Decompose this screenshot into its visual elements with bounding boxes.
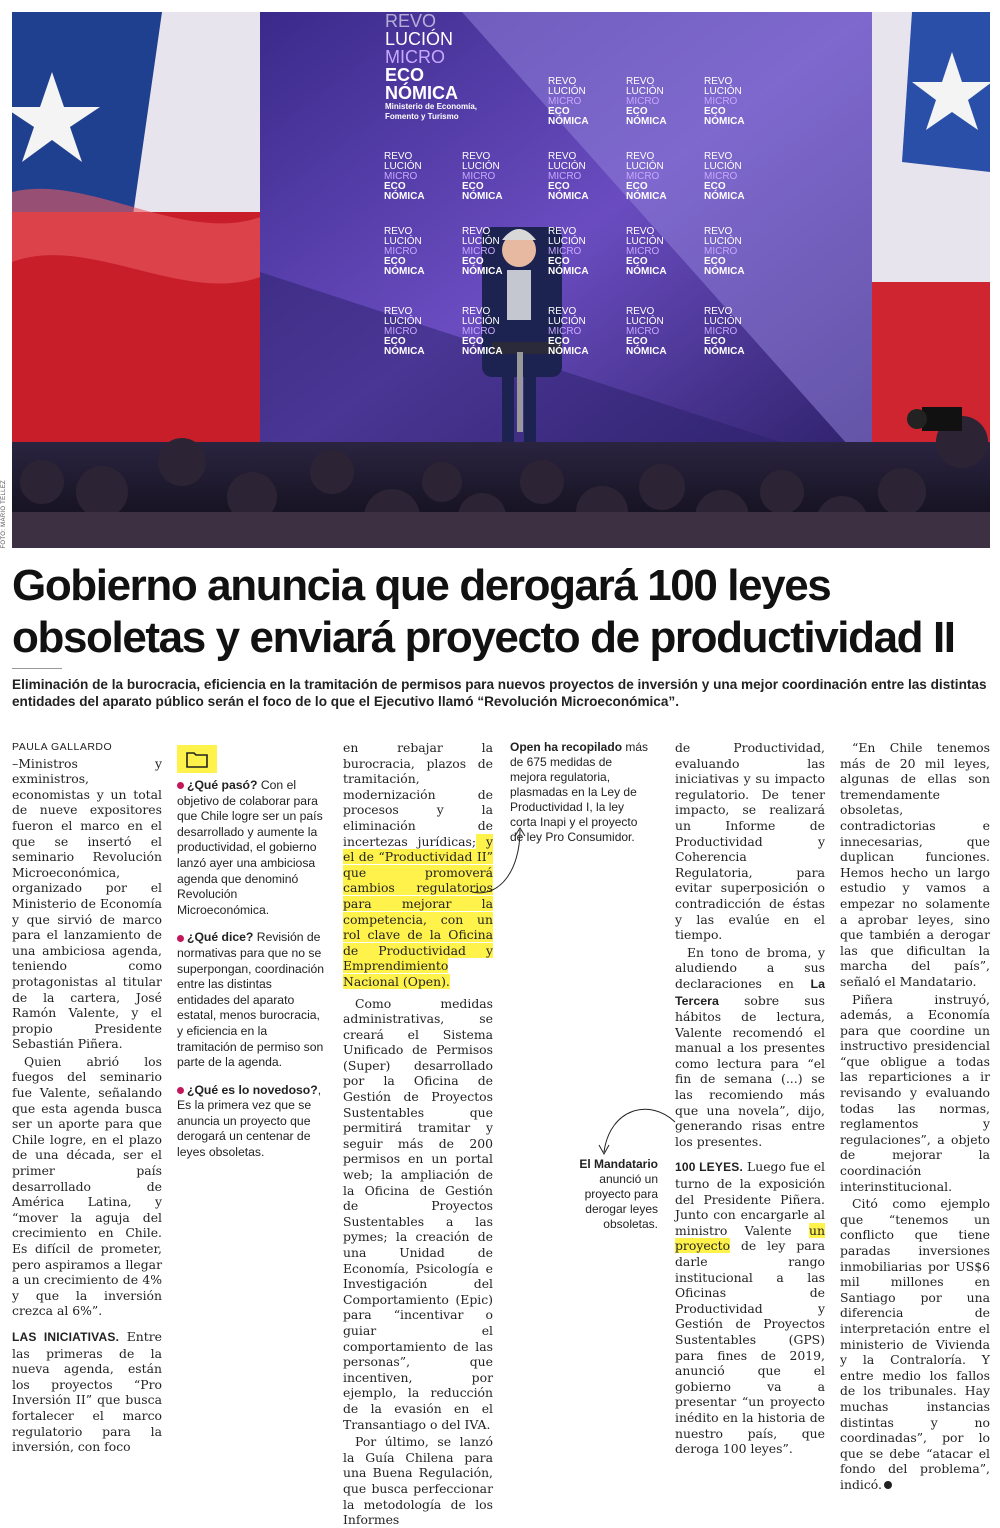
backdrop-tile-line: NÓMICA	[704, 116, 745, 127]
qa-what-happened	[177, 778, 327, 918]
backdrop-tile	[548, 77, 589, 127]
paragraph-text: sobre sus hábitos de lectura, Valente recomendó el manual a los presentes como lectura para “el fin de semana (...) se las recomiendo más que una novela”, dijo, generando risas entre los presentes.	[675, 992, 825, 1149]
backdrop-tile	[384, 307, 425, 357]
column-2	[177, 778, 327, 1173]
qa-what-says	[177, 930, 327, 1070]
backdrop-tile-line: NÓMICA	[626, 266, 667, 277]
backdrop-tile	[548, 227, 589, 277]
paragraph	[675, 1159, 825, 1456]
backdrop-tile-line: REVO	[704, 76, 733, 87]
backdrop-tile-line: MICRO	[462, 246, 496, 257]
backdrop-tile-line: LUCIÓN	[548, 161, 586, 172]
paragraph	[675, 945, 825, 1150]
qa-whats-new	[177, 1083, 327, 1161]
backdrop-tile	[548, 152, 589, 202]
backdrop-tile-line: LUCIÓN	[704, 161, 742, 172]
side-note-body: más de 675 medidas de mejora regulatoria, plasmadas en la Ley de Productividad I, la ley corta Inapi y el proyecto de ley Pro Consumidor.	[510, 740, 649, 844]
paragraph	[12, 1329, 162, 1455]
qa-label: ¿Qué dice?	[187, 930, 254, 945]
backdrop-tile-line: ECO	[384, 256, 406, 267]
backdrop-tile-line: ECO	[704, 181, 726, 192]
backdrop-tile-line: MICRO	[626, 96, 660, 107]
lead-photo	[12, 12, 990, 548]
side-note-text	[510, 740, 650, 845]
backdrop-tile	[384, 227, 425, 277]
backdrop-tile	[704, 77, 745, 127]
backdrop-tile-line: REVO	[626, 226, 655, 237]
photo-caption	[553, 1157, 658, 1232]
qa-text: Revisión de normativas para que no se superpongan, coordinación entre las distintas entidades del aparato estatal, menos burocracia, y eficiencia en la tramitación de permiso son parte de la agenda.	[177, 930, 325, 1070]
backdrop-tile-line: MICRO	[384, 171, 418, 182]
qa-text: , Es la primera vez que se anuncia un proyecto que derogará un centenar de leyes obsoletas.	[177, 1082, 322, 1160]
backdrop-tile-line: MICRO	[462, 326, 496, 337]
backdrop-tile-line: REVO	[626, 76, 655, 87]
backdrop-tile-line: LUCIÓN	[462, 316, 500, 327]
backdrop-tile-line: ECO	[626, 256, 648, 267]
qa-text: Con el objetivo de colaborar para que Chile logre ser un país desarrollado y aumente la productividad, el gobierno lanzó ayer una ambiciosa agenda que denominó Revolución Microeconómica.	[177, 778, 323, 917]
paragraph	[840, 1196, 990, 1492]
backdrop-tile-line: NÓMICA	[462, 191, 503, 202]
end-mark-icon	[884, 1481, 892, 1489]
backdrop-tile-line: NÓMICA	[548, 116, 589, 127]
backdrop-tile-line: MICRO	[548, 246, 582, 257]
paragraph-text: Entre las primeras de la nueva agenda, están los proyectos “Pro Inversión II” que busca fortalecer el marco regulatorio para la inversión, con foco	[12, 1328, 162, 1455]
backdrop-tile-line: NÓMICA	[462, 266, 503, 277]
backdrop-tile-line: NÓMICA	[548, 191, 589, 202]
event-photo-illustration	[12, 12, 990, 548]
backdrop-tile-line: ECO	[548, 181, 570, 192]
backdrop-tile-line: LUCIÓN	[626, 236, 664, 247]
paragraph: de Productividad, evaluando las iniciativas y su impacto regulatorio. De tener impacto, se realizará un Informe de Productividad y Coherencia Regulatoria, para evitar superposición o contradicción de éstas y las evalúe en el tiempo.	[675, 740, 825, 943]
backdrop-tile-line: ECO	[704, 256, 726, 267]
backdrop-subtext: Ministerio de Economía,	[385, 102, 478, 111]
column-1	[12, 740, 162, 1455]
backdrop-tile-line: REVO	[548, 226, 577, 237]
backdrop-tile-line: NÓMICA	[704, 191, 745, 202]
backdrop-tile-line: ECO	[462, 181, 484, 192]
backdrop-tile-line: NÓMICA	[704, 346, 745, 357]
backdrop-tile-line: LUCIÓN	[548, 236, 586, 247]
backdrop-tile-line: LUCIÓN	[626, 161, 664, 172]
backdrop-tile-line: ECO	[384, 181, 406, 192]
backdrop-tile-line: NÓMICA	[384, 346, 425, 357]
side-note-lead: Open ha recopilado	[510, 740, 623, 754]
caption-text: anunció un proyecto para derogar leyes obsoletas.	[584, 1172, 658, 1231]
bullet-icon	[177, 1087, 184, 1094]
backdrop-tile-line: ECO	[462, 336, 484, 347]
paragraph-text: Citó como ejemplo que “tenemos un conflicto que tiene paradas inversiones inmobiliarias por US$6 mil millones en Santiago por una diferencia de interpretación entre el ministerio de Vivienda y la Contraloría. Y entre medio los fallos de los tribunales. Hay muchas instancias distintas y no coordinadas”, por lo que se debe “atacar el fondo del problema”, indicó.	[840, 1196, 990, 1492]
backdrop-text: LUCIÓN	[385, 29, 454, 49]
backdrop-tile-line: REVO	[548, 151, 577, 162]
subheading: 100 LEYES.	[675, 1160, 744, 1175]
backdrop-tile-line: MICRO	[704, 326, 738, 337]
backdrop-tile-line: REVO	[548, 306, 577, 317]
side-note	[510, 740, 650, 845]
backdrop-tile	[548, 307, 589, 357]
backdrop-tile-line: LUCIÓN	[626, 86, 664, 97]
backdrop-tile-line: ECO	[626, 181, 648, 192]
backdrop-tile-line: MICRO	[626, 326, 660, 337]
backdrop-subtext: Fomento y Turismo	[385, 112, 459, 121]
backdrop-tile-line: MICRO	[384, 326, 418, 337]
bullet-icon	[177, 782, 184, 789]
qa-label: ¿Qué es lo novedoso?	[187, 1082, 318, 1097]
backdrop-tile-line: ECO	[704, 106, 726, 117]
photo-credit: FOTO: MARIO TÉLLEZ	[1, 480, 7, 549]
backdrop-tile-line: LUCIÓN	[704, 86, 742, 97]
headline-rule	[12, 668, 62, 669]
newspaper-name: La Tercera	[675, 976, 825, 1008]
backdrop-tile-line: REVO	[626, 151, 655, 162]
backdrop-tile-line: MICRO	[704, 246, 738, 257]
backdrop-tile-line: NÓMICA	[462, 346, 503, 357]
backdrop-tile-line: ECO	[548, 106, 570, 117]
paragraph: Piñera instruyó, además, a Economía para que coordine un instructivo presidencial “que obligue a todas las reparticiones a ir revisando y evaluando todas las normas, reglamentos y regulaciones”, a objeto de mejorar la coordinación interinstitucional.	[840, 991, 990, 1194]
paragraph: “En Chile tenemos más de 20 mil leyes, algunas de ellas son tremendamente obsoletas, contradictorias e innecesarias, que duplican funciones. Hemos hecho un largo estudio y vamos a empezar no solamente a aprobar leyes, sino que también a derogar las que dificultan la marcha del país”, señaló el Mandatario.	[840, 740, 990, 989]
paragraph: Como medidas administrativas, se creará el Sistema Unificado de Permisos (Super) desarrollado por la Oficina de Gestión de Proyectos Sustentables que permitirá tramitar y seguir más de 200 permisos en un portal web; la ampliación de la Oficina de Gestión de Proyectos Sustentables a las pymes; la creación de una Unidad de Economía, Psicología e Investigación del Comportamiento (Epic) para “incentivar o guiar el comportamiento de las personas”, que incentiven, por ejemplo, la reducción de la evasión en el Transantiago o del IVA.	[343, 995, 493, 1432]
backdrop-tile-line: ECO	[626, 106, 648, 117]
backdrop-tile	[704, 227, 745, 277]
backdrop-tile-line: MICRO	[548, 171, 582, 182]
backdrop-tile-line: LUCIÓN	[462, 236, 500, 247]
backdrop-text: ECO	[385, 65, 425, 85]
backdrop-tile-line: MICRO	[462, 171, 496, 182]
backdrop-tile-line: NÓMICA	[548, 346, 589, 357]
backdrop-tile-line: LUCIÓN	[384, 161, 422, 172]
backdrop-tile-line: MICRO	[704, 96, 738, 107]
byline: PAULA GALLARDO	[12, 741, 113, 753]
backdrop-tile-line: MICRO	[626, 246, 660, 257]
backdrop-tile-line: LUCIÓN	[384, 236, 422, 247]
backdrop-tile-line: NÓMICA	[548, 266, 589, 277]
backdrop-tile-line: REVO	[384, 151, 413, 162]
backdrop-tile-line: REVO	[704, 306, 733, 317]
backdrop-tile-line: ECO	[462, 256, 484, 267]
backdrop-tile-line: LUCIÓN	[462, 161, 500, 172]
backdrop-tile-line: NÓMICA	[626, 346, 667, 357]
backdrop-tile-line: ECO	[548, 256, 570, 267]
backdrop-tile	[626, 152, 667, 202]
deck: Eliminación de la burocracia, eficiencia en la tramitación de permisos para nuevos proyectos de inversión y una mejor coordinación entre las distintas entidades del aparato público serán el foco de lo que el Ejecutivo llamó “Revolución Microeconómica”.	[12, 677, 987, 709]
paragraph-text: Luego fue el turno de la exposición del Presidente Piñera. Junto con encargarle al ministro Valente	[675, 1159, 825, 1238]
subheading: LAS INICIATIVAS.	[12, 1329, 120, 1344]
paragraph-text: En tono de broma, y aludiendo a sus declaraciones en	[675, 944, 825, 991]
backdrop-tile	[462, 307, 503, 357]
backdrop-tile-line: REVO	[462, 151, 491, 162]
backdrop-tile	[384, 152, 425, 202]
column-5	[675, 740, 825, 1457]
backdrop-logo-main	[385, 12, 477, 122]
backdrop-tile-line: NÓMICA	[384, 191, 425, 202]
backdrop-tile-line: REVO	[462, 226, 491, 237]
backdrop-tile-line: REVO	[704, 151, 733, 162]
backdrop-tile-line: MICRO	[548, 326, 582, 337]
backdrop-tile	[704, 152, 745, 202]
backdrop-tile-line: NÓMICA	[384, 266, 425, 277]
paragraph-text: en rebajar la burocracia, plazos de tramitación, modernización de procesos y la eliminación de incertezas jurídicas;	[343, 740, 493, 849]
paragraph: –Ministros y exministros, economistas y un total de nueve expositores fueron el marco en el que se insertó el seminario Revolución Microeconómica, organizado por el Ministerio de Economía y que sirvió de marco para el lanzamiento de una ambiciosa agenda, teniendo como protagonistas al titular de la cartera, José Ramón Valente, y el propio Presidente Sebastián Piñera.	[12, 755, 162, 1052]
backdrop-text: NÓMICA	[385, 83, 458, 103]
backdrop-tile-line: ECO	[626, 336, 648, 347]
backdrop-tile	[626, 77, 667, 127]
backdrop-tile-line: MICRO	[704, 171, 738, 182]
paragraph: Por último, se lanzó la Guía Chilena para una Buena Regulación, que busca perfeccionar la metodología de los Informes	[343, 1434, 493, 1528]
backdrop-tile-line: LUCIÓN	[548, 316, 586, 327]
backdrop-tile	[626, 227, 667, 277]
backdrop-tile-line: REVO	[548, 76, 577, 87]
backdrop-tile-line: REVO	[704, 226, 733, 237]
backdrop-text: REVO	[385, 12, 437, 31]
annotation-arrow	[590, 1100, 680, 1160]
backdrop-tile-line: ECO	[704, 336, 726, 347]
backdrop-tile	[462, 152, 503, 202]
headline: Gobierno anuncia que derogará 100 leyes obsoletas y enviará proyecto de productividad II	[12, 561, 955, 662]
backdrop-tile-line: LUCIÓN	[704, 236, 742, 247]
backdrop-tile-line: REVO	[384, 306, 413, 317]
backdrop-tile	[704, 307, 745, 357]
backdrop-tile-line: NÓMICA	[626, 191, 667, 202]
backdrop-tile-line: REVO	[462, 306, 491, 317]
highlighted-text: un proyecto	[675, 1222, 825, 1254]
caption-lead: El Mandatario	[579, 1157, 658, 1171]
column-6	[840, 740, 990, 1493]
backdrop-tile-line: MICRO	[548, 96, 582, 107]
backdrop-tile-line: MICRO	[626, 171, 660, 182]
backdrop-tile-line: ECO	[384, 336, 406, 347]
backdrop-tile-line: LUCIÓN	[704, 316, 742, 327]
backdrop-tile-line: REVO	[384, 226, 413, 237]
paragraph-text: de ley para darle rango institucional a las Oficinas de Productividad y Gestión de Proyectos Sustentables (GPS) para fines de 2019, anunció que el gobierno va a presentar “un proyecto inédito en la historia de nuestro país, que deroga 100 leyes”.	[675, 1238, 825, 1457]
backdrop-tile	[462, 227, 503, 277]
backdrop-tile-line: NÓMICA	[626, 116, 667, 127]
bullet-icon	[177, 935, 184, 942]
backdrop-tile-line: REVO	[626, 306, 655, 317]
backdrop-tile-line: LUCIÓN	[626, 316, 664, 327]
paragraph: Quien abrió los fuegos del seminario fue Valente, señalando que esta agenda busca ser un aporte para que Chile logre, en el plazo de una década, ser el primer país desarrollado de América Latina, y “mover la aguja del crecimiento en Chile. Es difícil de prometer, pero aspiramos a llegar a un crecimiento de 4% y que la inversión crezca al 6%”.	[12, 1053, 162, 1319]
backdrop-tile-line: LUCIÓN	[384, 316, 422, 327]
backdrop-tile	[626, 307, 667, 357]
backdrop-tile-line: ECO	[548, 336, 570, 347]
highlighted-text: y el de “Productividad II” que promoverá cambios regulatorios para mejorar la competencia, con un rol clave de la Oficina de Productividad y Emprendimiento Nacional (Open).	[343, 833, 493, 989]
backdrop-tile-line: NÓMICA	[704, 266, 745, 277]
qa-label: ¿Qué pasó?	[187, 778, 258, 792]
backdrop-text: MICRO	[385, 47, 445, 67]
folder-icon	[177, 745, 217, 773]
backdrop-tile-line: LUCIÓN	[548, 86, 586, 97]
backdrop-tile-line: MICRO	[384, 246, 418, 257]
